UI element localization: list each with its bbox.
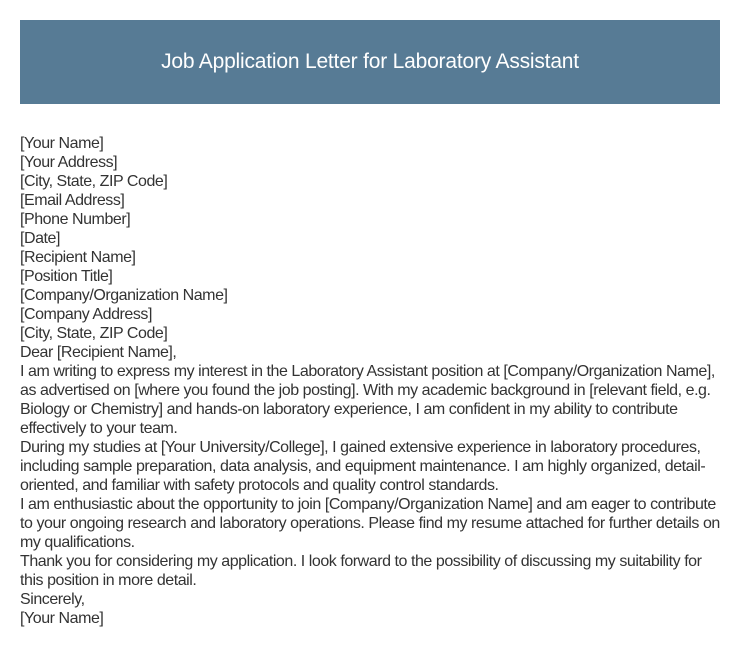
salutation: Dear [Recipient Name], bbox=[20, 344, 177, 361]
recipient-city-state-zip: [City, State, ZIP Code] bbox=[20, 325, 168, 342]
paragraph-experience: During my studies at [Your University/College], I gained extensive experience in laboratory procedures, including sample preparation, data analysis, and equipment maintenance. I am highly organized, detail-oriented, and familiar with safety protocols and quality control standards. bbox=[20, 439, 706, 494]
page-title: Job Application Letter for Laboratory Assistant bbox=[161, 50, 579, 73]
closing: Sincerely, bbox=[20, 591, 85, 608]
letter-date: [Date] bbox=[20, 230, 60, 247]
recipient-company: [Company/Organization Name] bbox=[20, 287, 228, 304]
letter-body bbox=[20, 134, 726, 628]
paragraph-intro: I am writing to express my interest in the Laboratory Assistant position at [Company/Organization Name], as advertised on [where you found the job posting]. With my academic background in [relevant field, e.g. Biology or Chemistry] and hands-on laboratory experience, I am confident in my ability to contribute effectively to your team. bbox=[20, 363, 715, 437]
paragraph-enthusiasm: I am enthusiastic about the opportunity to join [Company/Organization Name] and am eager to contribute to your ongoing research and laboratory operations. Please find my resume attached for further details on my qualifications. bbox=[20, 496, 720, 551]
recipient-company-address: [Company Address] bbox=[20, 306, 152, 323]
recipient-position-title: [Position Title] bbox=[20, 268, 113, 285]
sender-phone: [Phone Number] bbox=[20, 211, 131, 228]
sender-email: [Email Address] bbox=[20, 192, 125, 209]
title-banner bbox=[20, 20, 720, 104]
paragraph-thanks: Thank you for considering my application. I look forward to the possibility of discussing my suitability for this position in more detail. bbox=[20, 553, 702, 589]
recipient-name: [Recipient Name] bbox=[20, 249, 136, 266]
sender-address: [Your Address] bbox=[20, 154, 118, 171]
sender-name: [Your Name] bbox=[20, 135, 104, 152]
sender-city-state-zip: [City, State, ZIP Code] bbox=[20, 173, 168, 190]
signature: [Your Name] bbox=[20, 610, 104, 627]
